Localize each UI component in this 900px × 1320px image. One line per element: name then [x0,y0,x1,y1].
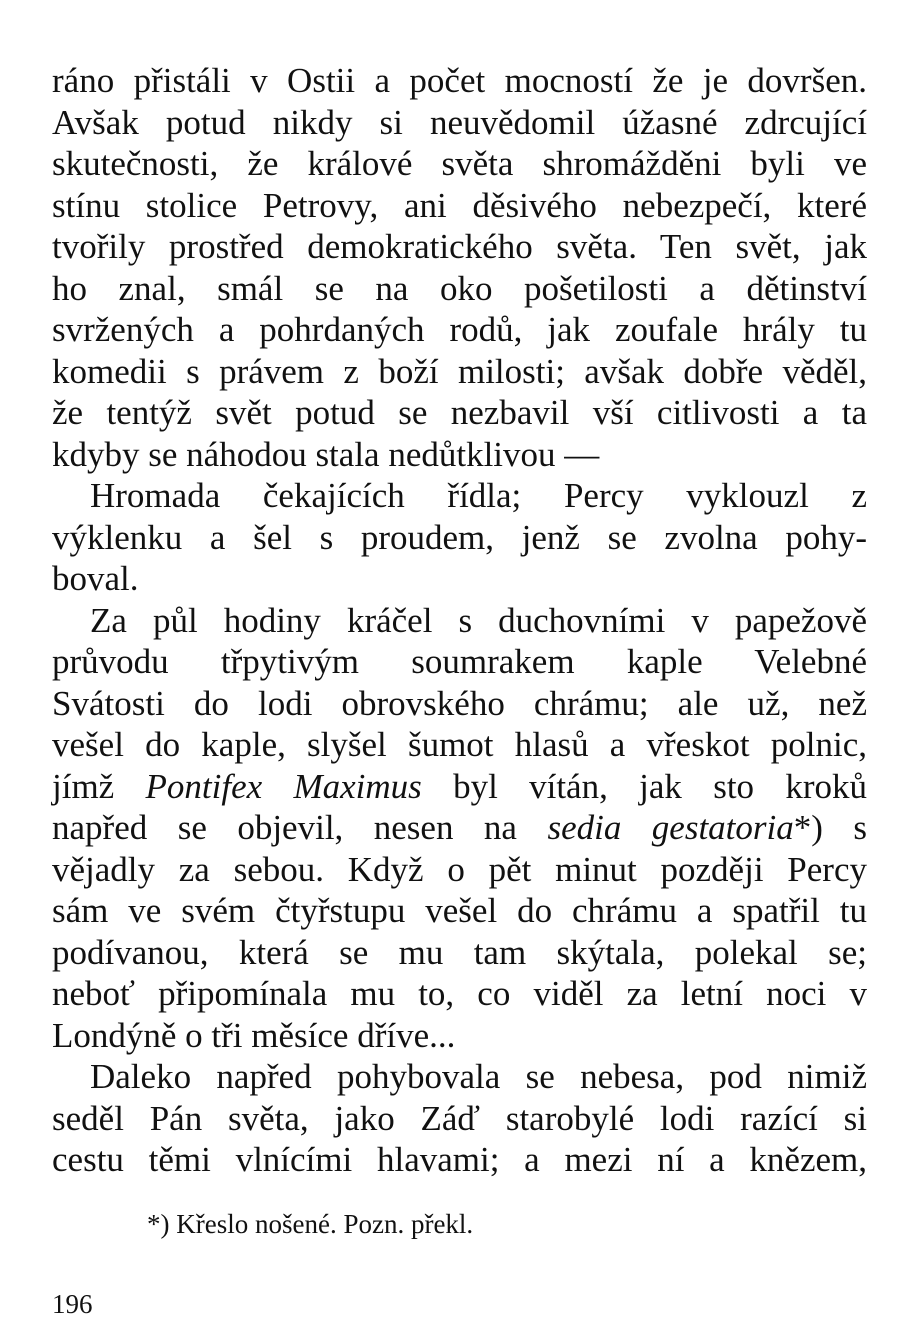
text-line: ho znal, smál se na oko pošetilosti a dětinství [52,268,867,308]
text-line: skutečnosti, že králové světa shromážděni byli ve [52,144,867,183]
footnote-ref: *) s [793,808,868,847]
text-line: vešel do kaple, slyšel šumot hlasů a vřeskot polnic, [52,725,867,764]
text-line: Londýně o tři měsíce dříve... [52,1015,456,1055]
text-segment: jímž [52,766,146,806]
text-line [52,807,867,849]
text-line: tvořily prostřed demokratického světa. Ten svět, jak [52,227,867,266]
text-line: komedii s právem z boží milosti; avšak dobře věděl, [52,351,867,391]
text-line: průvodu třpytivým soumrakem kaple Velebné [52,642,867,681]
text-line: kdyby se náhodou stala nedůtklivou — [52,434,600,474]
paragraph [52,1056,867,1181]
text-line: ráno přistáli v Ostii a počet mocností že je dovršen. [52,61,867,100]
text-line: cestu těmi vlnícími hlavami; a mezi ní a knězem, [52,1140,867,1179]
footnote: *) Křeslo nošené. Pozn. překl. [147,1209,474,1239]
text-line: že tentýž svět potud se nezbavil vší citlivosti a ta [52,393,867,432]
text-line: Hromada čekajících řídla; Percy vyklouzl z [90,476,867,515]
text-line: seděl Pán světa, jako Záď starobylé lodi razící si [52,1098,867,1138]
italic-term: sedia gestatoria [547,808,794,847]
text-line: stínu stolice Petrovy, ani děsivého nebezpečí, které [52,185,867,225]
text-line: podívanou, která se mu tam skýtala, polekal se; [52,932,867,972]
paragraph [52,600,867,1057]
paragraph [52,60,867,475]
text-line [52,766,867,808]
text-line: vějadly za sebou. Když o pět minut později Percy [52,849,867,889]
text-line: Daleko napřed pohybovala se nebesa, pod nimiž [90,1057,867,1096]
paragraph [52,475,867,600]
italic-term: Pontifex Maximus [145,766,422,806]
page-number: 196 [52,1289,93,1319]
text-segment: byl vítán, jak sto kroků [421,766,867,806]
text-line: neboť připomínala mu to, co viděl za letní noci v [52,974,867,1013]
text-line: výklenku a šel s proudem, jenž se zvolna pohy- [52,517,867,557]
text-line: boval. [52,559,139,598]
text-line: Avšak potud nikdy si neuvědomil úžasné zdrcující [52,102,867,142]
book-page [52,60,867,1181]
text-line: sám ve svém čtyřstupu vešel do chrámu a spatřil tu [52,891,867,930]
text-line: Svátosti do lodi obrovského chrámu; ale už, než [52,683,867,723]
text-line: svržených a pohrdaných rodů, jak zoufale hrály tu [52,310,867,349]
text-line: Za půl hodiny kráčel s duchovními v papežově [90,600,867,640]
text-segment: napřed se objevil, nesen na [52,808,548,847]
